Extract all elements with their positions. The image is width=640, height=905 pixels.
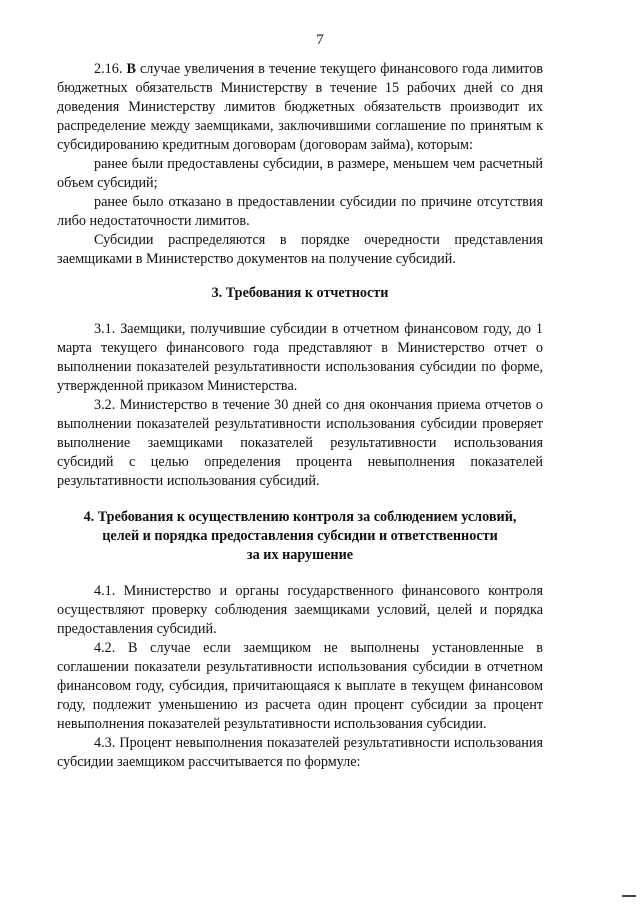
clause-4-3: 4.3. Процент невыполнения показателей результативности использования субсидии заемщиком рассчитывается по формуле: xyxy=(57,735,543,770)
scan-edge-mark xyxy=(622,895,636,897)
clause-2-16 xyxy=(57,60,543,155)
clause-3-2: 3.2. Министерство в течение 30 дней со дня окончания приема отчетов о выполнении показателей результативности использования субсидии проверяет выполнение заемщиками показателей результативности использования субсидий с целью определения процента невыполнения показателей результативности использования субсидий. xyxy=(57,397,543,489)
clause-4-1: 4.1. Министерство и органы государственного финансового контроля осуществляют проверку соблюдения заемщиками условий, целей и порядка предоставления субсидий. xyxy=(57,583,543,637)
clause-2-16-item-2: ранее было отказано в предоставлении субсидии по причине отсутствия либо недостаточности лимитов. xyxy=(57,194,543,229)
clause-3-1: 3.1. Заемщики, получившие субсидии в отчетном финансовом году, до 1 марта текущего финансового года представляют в Министерство отчет о выполнении показателей результативности использования субсидии по форме, утвержденной приказом Министерства. xyxy=(57,321,543,394)
section-4-heading-line-3: за их нарушение xyxy=(246,547,354,563)
clause-2-16-item-1: ранее были предоставлены субсидии, в размере, меньшем чем расчетный объем субсидий; xyxy=(57,156,543,191)
page-number: 7 xyxy=(316,32,324,48)
clause-4-2: 4.2. В случае если заемщиком не выполнены установленные в соглашении показатели результативности использования субсидии в отчетном финансовом году, субсидия, причитающаяся к выплате в текущем финансовом году, подлежит уменьшению из расчета один процент субсидии за процент невыполнения показателей результативности использования субсидии. xyxy=(57,640,543,732)
clause-lead-bold: В xyxy=(126,61,136,77)
clause-text: случае увеличения в течение текущего финансового года лимитов бюджетных обязательств Министерству в течение 15 рабочих дней со дня доведения Министерству лимитов бюджетных обязательств производит их распределение между заемщиками, заключившими соглашение по принятым к субсидированию кредитным договорам (договорам займа), которым: xyxy=(57,61,543,153)
clause-number: 2.16. xyxy=(94,61,123,77)
section-3-heading: 3. Требования к отчетности xyxy=(211,285,389,301)
section-4-heading-line-1: 4. Требования к осуществлению контроля за соблюдением условий, xyxy=(83,509,517,525)
section-4-heading xyxy=(57,508,543,565)
document-body xyxy=(57,60,543,772)
clause-2-16-item-3: Субсидии распределяются в порядке очередности представления заемщиками в Министерство документов на получение субсидий. xyxy=(57,232,543,267)
section-4-heading-line-2: целей и порядка предоставления субсидии и ответственности xyxy=(102,528,498,544)
